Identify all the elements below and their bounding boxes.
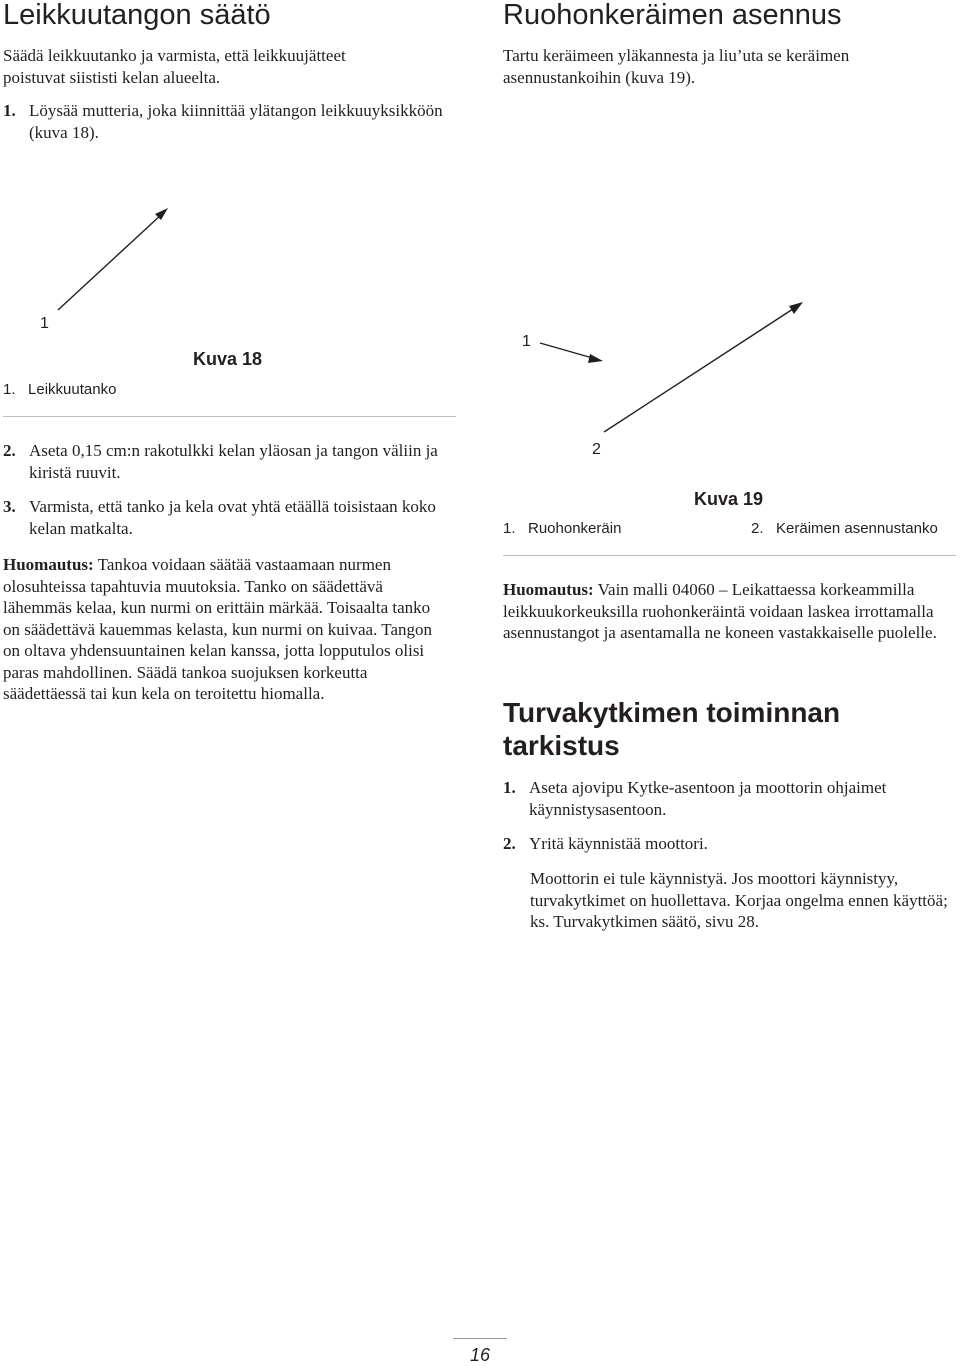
- step-text: Aseta 0,15 cm:n rakotulkki kelan yläosan ja tangon väliin ja kiristä ruuvit.: [29, 441, 438, 482]
- figure-19-legend-2: 2. Keräimen asennustanko: [751, 520, 938, 537]
- section-heading-ruohonkeraimen-asennus: Ruohonkeräimen asennus: [503, 0, 842, 31]
- step-text: Varmista, että tanko ja kela ovat yhtä etäällä toisistaan koko kelan matkalta.: [29, 497, 436, 538]
- section-heading-turvakytkimen-tarkistus: Turvakytkimen toiminnan tarkistus: [503, 697, 841, 761]
- section-heading-leikkuutangon-saato: Leikkuutangon säätö: [3, 0, 271, 31]
- step-text: Aseta ajovipu Kytke-asentoon ja moottorin ohjaimet käynnistysasentoon.: [529, 778, 887, 819]
- note-text: Tankoa voidaan säätää vastaamaan nurmen olosuhteissa tapahtuvia muutoksia. Tanko on säädettävä lähemmäs kelaa, kun nurmi on erittäin märkää. Toisaalta tanko on säädettävä kauemmas kelasta, kun nurmi on kuivaa. Tangon on oltava yhdensuuntainen kelan kanssa, jotta lopputulos olisi paras mahdollinen. Säädä tankoa suojuksen korkeutta säädettäessä tai kun kela on teroitettu hiomalla.: [3, 555, 433, 703]
- step-number: 2.: [3, 441, 16, 460]
- page-number: 16: [469, 1345, 491, 1365]
- step-text: Löysää mutteria, joka kiinnittää ylätangon leikkuuyksikköön (kuva 18).: [29, 101, 443, 142]
- step-number: 1.: [503, 778, 516, 797]
- step-number: 1.: [3, 101, 16, 120]
- figure-19-caption: Kuva 19: [694, 489, 764, 509]
- note-label: Huomautus:: [503, 580, 594, 599]
- step-2: [503, 833, 948, 855]
- footer-divider: [453, 1338, 507, 1339]
- note-text: Vain malli 04060 – Leikattaessa korkeammilla leikkuukorkeuksilla ruohonkeräintä voidaan laskea irrottamalla asennustangot ja asentamalla ne koneen vastakkaiselle puolelle.: [503, 580, 937, 642]
- note-label: Huomautus:: [3, 555, 94, 574]
- intro-paragraph: Säädä leikkuutanko ja varmista, että leikkuujätteet poistuvat siististi kelan alueelta.: [3, 46, 346, 87]
- figure-19-callout-2: 2: [592, 441, 601, 458]
- figure-18-callout-number: 1: [40, 315, 49, 332]
- figure-18-legend: 1. Leikkuutanko: [3, 381, 117, 398]
- note-paragraph: [503, 579, 953, 644]
- figure-18-caption: Kuva 18: [193, 349, 263, 369]
- step-number: 2.: [503, 834, 516, 853]
- intro-paragraph: Tartu keräimeen yläkannesta ja liu’uta se keräimen asennustankoihin (kuva 19).: [503, 46, 850, 87]
- figure-19-legend-1: 1. Ruohonkeräin: [503, 520, 622, 537]
- step-2-result: Moottorin ei tule käynnistyä. Jos moottori käynnistyy, turvakytkimet on huollettava. Korjaa ongelma ennen käyttöä; ks. Turvakytkimen säätö, sivu 28.: [530, 869, 948, 931]
- step-number: 3.: [3, 497, 16, 516]
- figure-19-divider: [503, 555, 956, 556]
- step-text: Yritä käynnistää moottori.: [529, 834, 708, 853]
- figure-19-callout-1: 1: [522, 333, 531, 350]
- step-1: [503, 777, 948, 820]
